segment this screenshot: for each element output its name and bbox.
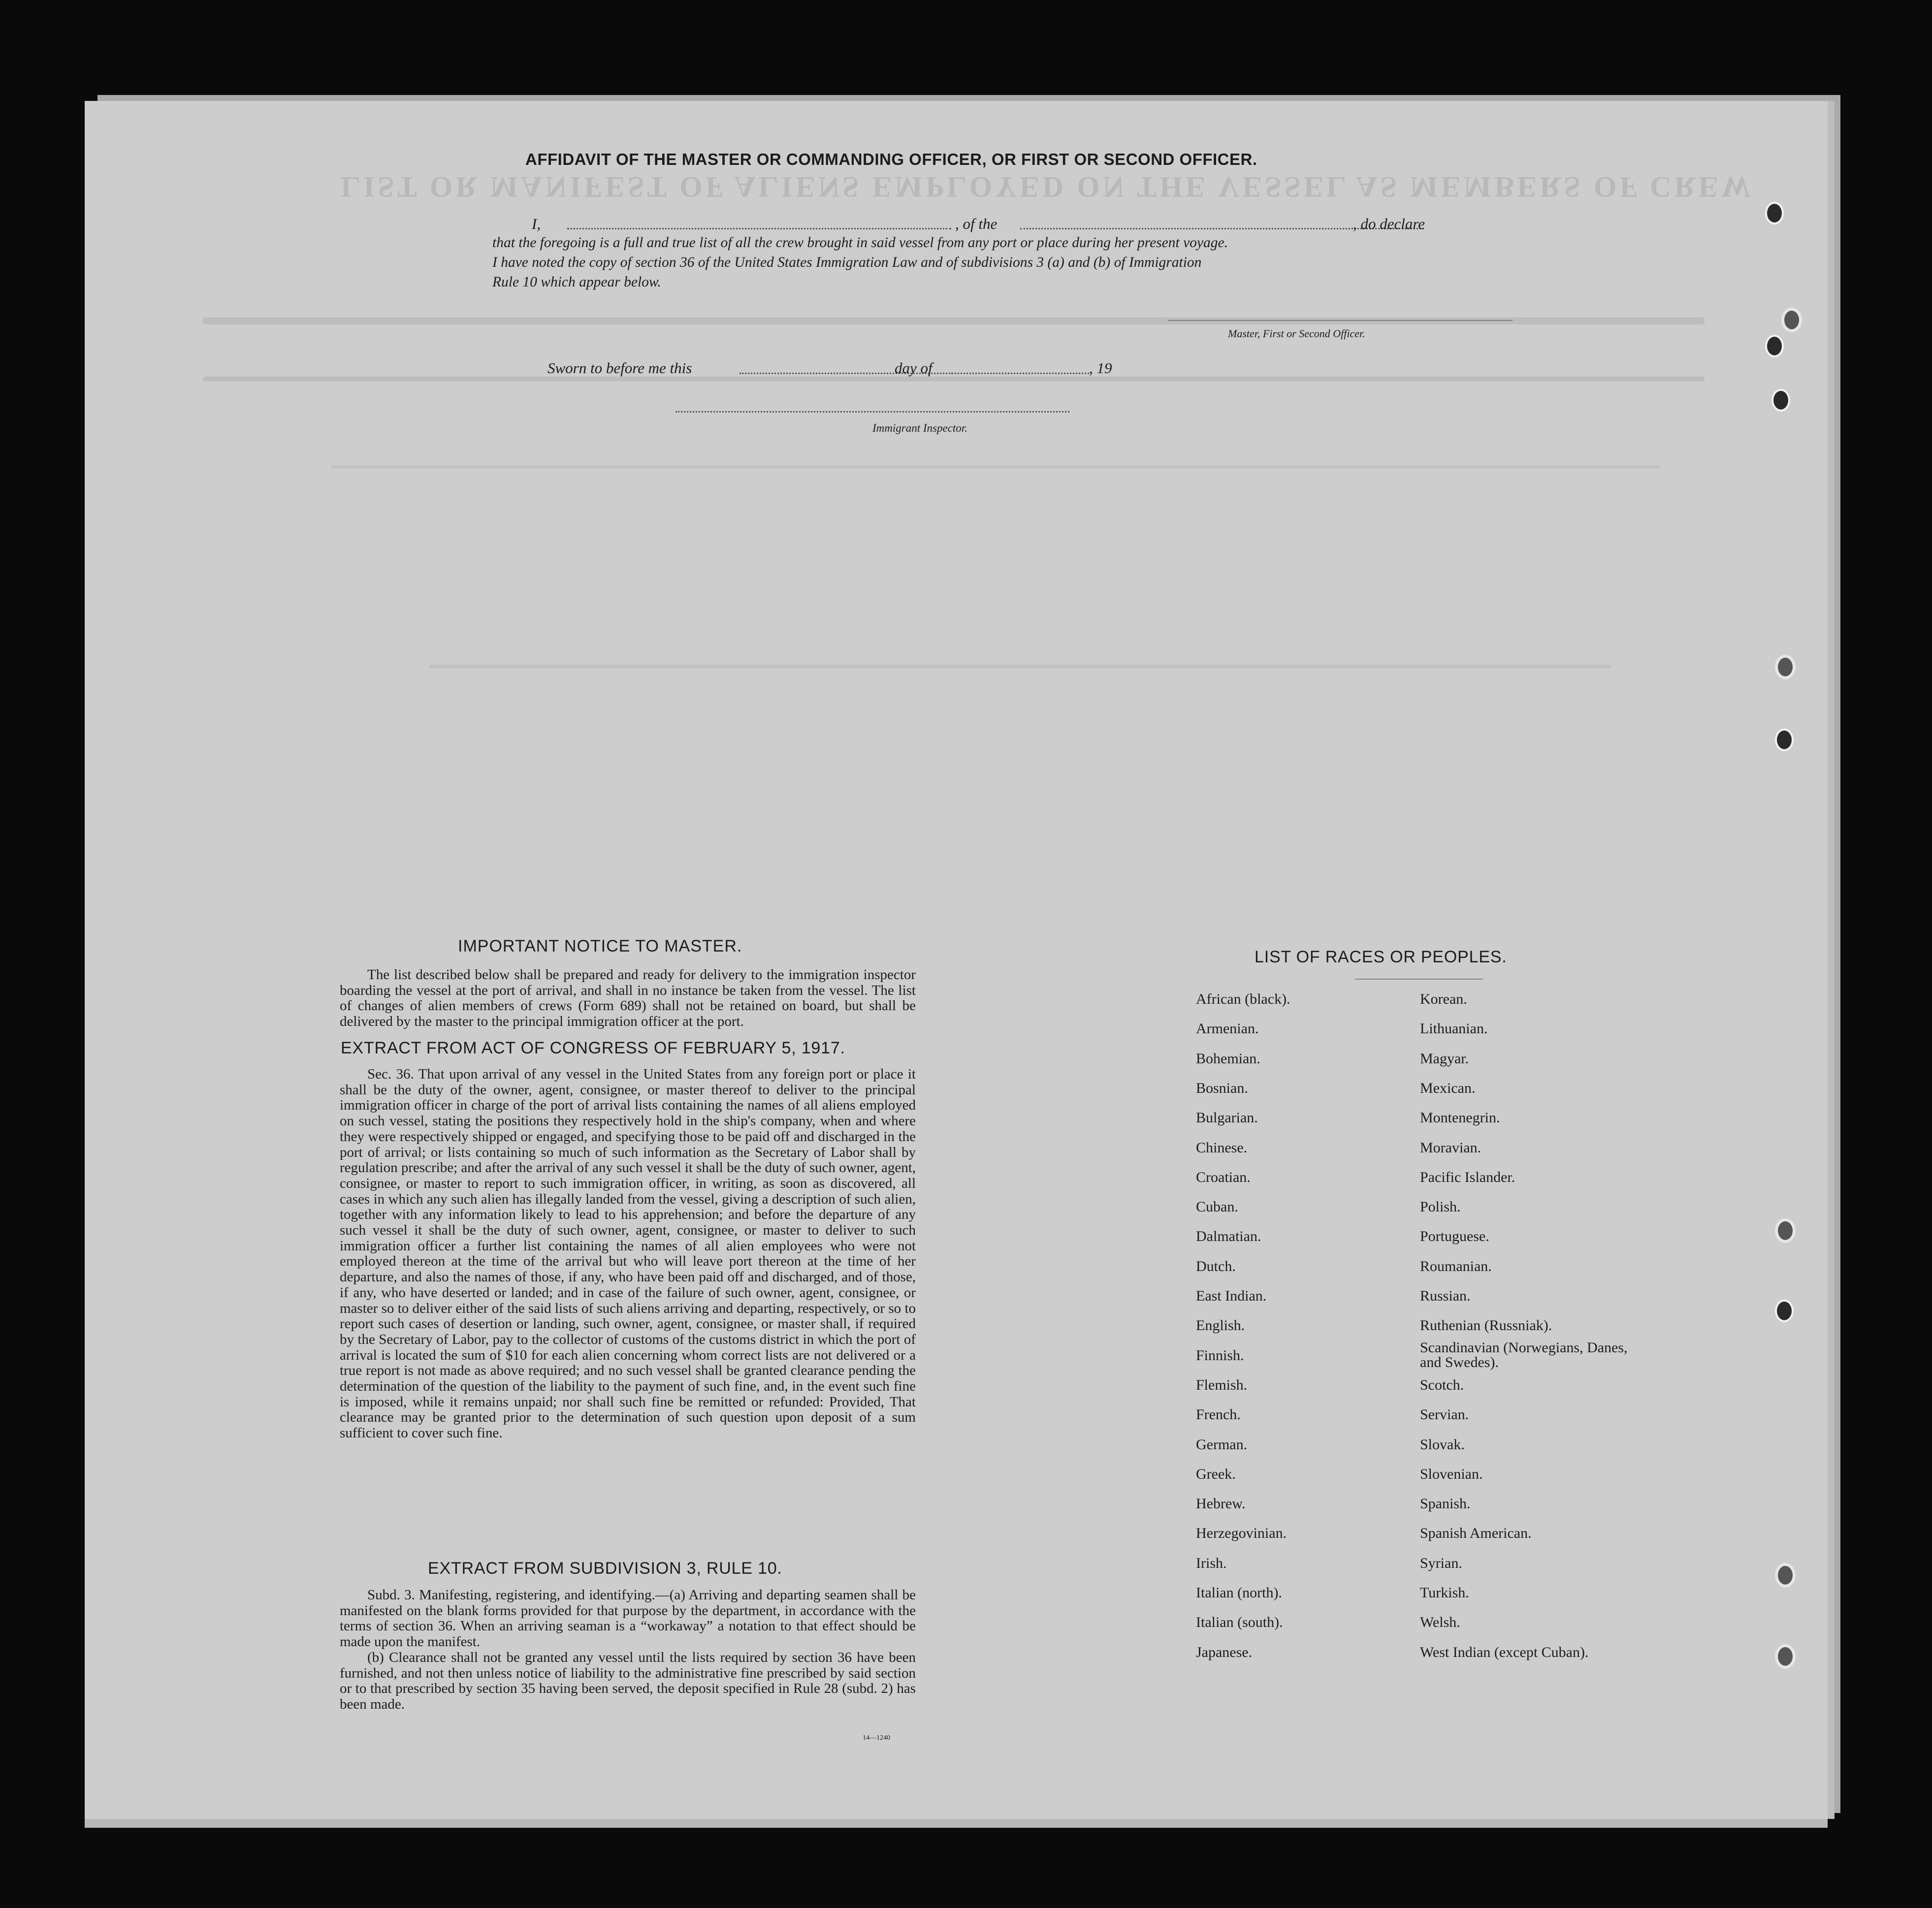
race-item: Welsh. — [1420, 1614, 1460, 1631]
races-title-rule — [1355, 979, 1483, 980]
race-item: Scotch. — [1420, 1376, 1464, 1393]
race-item: East Indian. — [1196, 1288, 1267, 1304]
document-sheet — [85, 101, 1828, 1819]
race-item: Slovak. — [1420, 1436, 1465, 1453]
sworn-day-blank[interactable] — [740, 373, 971, 374]
race-item: Italian (south). — [1196, 1614, 1283, 1631]
master-signature-line[interactable] — [1168, 320, 1513, 321]
race-item: Italian (north). — [1196, 1585, 1282, 1601]
notice-body: The list described below shall be prepared and ready for delivery to the immigration inspector boarding the vessel at the port of arrival, and shall in no instance be taken from the vessel. The list of changes of alien members of crews (Form 689) shall not be retained on board, but shall be delivered by the master to the principal immigration officer at the port. — [340, 967, 916, 1030]
race-item: Bulgarian. — [1196, 1110, 1258, 1126]
race-item: Korean. — [1420, 991, 1467, 1007]
affidavit-of-the: , of the — [955, 215, 998, 232]
master-signature-caption: Master, First or Second Officer. — [1228, 327, 1365, 340]
binder-hole-8 — [1775, 1300, 1794, 1322]
rule-body-b: (b) Clearance shall not be granted any vessel until the lists required by section 36 have been furnished, and not then unless notice of liability to the administrative fine prescribed by said section or to that prescribed by section 35 having been served, the deposit specified in Rule 28 (subd. 2) has been made. — [340, 1650, 916, 1713]
race-item: Pacific Islander. — [1420, 1169, 1515, 1185]
race-item: Montenegrin. — [1420, 1110, 1500, 1126]
notice-title: IMPORTANT NOTICE TO MASTER. — [458, 937, 742, 955]
rule-body-a: Subd. 3. Manifesting, registering, and identifying.—(a) Arriving and departing seamen shall be manifested on the blank forms provided for that purpose by the department, in accordance with the terms of section 36. When an arriving seaman is a “workaway” a notation to that effect should be made upon the manifest. — [340, 1587, 916, 1650]
race-item: Lithuanian. — [1420, 1020, 1488, 1037]
race-item: Spanish American. — [1420, 1525, 1532, 1542]
binder-hole-10 — [1775, 1644, 1796, 1669]
race-item: Turkish. — [1420, 1585, 1469, 1601]
race-item: Bohemian. — [1196, 1050, 1260, 1067]
race-item: Polish. — [1420, 1199, 1461, 1215]
affidavit-line-4: Rule 10 which appear below. — [492, 274, 661, 290]
race-item: Magyar. — [1420, 1050, 1469, 1067]
race-item: Spanish. — [1420, 1495, 1471, 1512]
race-item: Hebrew. — [1196, 1495, 1246, 1512]
name-blank-line[interactable] — [567, 228, 951, 229]
races-title: LIST OF RACES OR PEOPLES. — [1255, 948, 1507, 966]
race-item: Slovenian. — [1420, 1465, 1483, 1482]
race-item: Scandinavian (Norwegians, Danes, and Swedes). — [1420, 1339, 1628, 1370]
race-item: Roumanian. — [1420, 1258, 1492, 1274]
race-item: Japanese. — [1196, 1644, 1253, 1660]
race-item: Dalmatian. — [1196, 1228, 1261, 1245]
race-item: Syrian. — [1420, 1555, 1462, 1571]
rule-title: EXTRACT FROM SUBDIVISION 3, RULE 10. — [428, 1559, 782, 1578]
binder-hole-4 — [1771, 389, 1790, 412]
sworn-month-blank[interactable] — [951, 373, 1089, 374]
affidavit-i-label: I, — [532, 215, 541, 232]
race-item: Irish. — [1196, 1555, 1227, 1571]
show-through-title: LIST OR MANIFEST OF ALIENS EMPLOYED ON THE VESSEL AS MEMBERS OF CREW — [341, 171, 1754, 203]
affidavit-title: AFFIDAVIT OF THE MASTER OR COMMANDING OFFICER, OR FIRST OR SECOND OFFICER. — [525, 150, 1257, 168]
race-item: Dutch. — [1196, 1258, 1236, 1274]
binder-hole-7 — [1775, 1218, 1796, 1243]
race-item: Mexican. — [1420, 1080, 1476, 1096]
inspector-signature-line[interactable] — [676, 411, 1069, 413]
race-item: French. — [1196, 1406, 1241, 1423]
race-item: German. — [1196, 1436, 1248, 1453]
race-item: Armenian. — [1196, 1020, 1259, 1037]
affidavit-line-2: that the foregoing is a full and true list of all the crew brought in said vessel from any port or place during her present voyage. — [492, 235, 1228, 251]
race-item: Russian. — [1420, 1288, 1471, 1304]
day-of-label: day of — [895, 359, 933, 377]
race-item: Greek. — [1196, 1465, 1236, 1482]
race-item: Ruthenian (Russniak). — [1420, 1317, 1552, 1334]
act-body: Sec. 36. That upon arrival of any vessel in the United States from any foreign port or place it shall be the duty of the owner, agent, consignee, or master thereof to deliver to the principal immigration officer in charge of the port of arrival lists containing the names of all aliens employed on such vessel, stating the positions they respectively hold in the ship's company, when and where they were respectively shipped or engaged, and specifying those to be paid off and discharged in the port of arrival; or lists containing so much of such information as the Secretary of Labor shall by regulation prescribe; and after the arrival of any such vessel it shall be the duty of such owner, agent, consignee, or master to report to such immigration officer, in writing, as soon as discovered, all cases in which any such alien has illegally landed from the vessel, giving a description of such alien, together with any information likely to lead to his apprehension; and before the departure of any such vessel it shall be the duty of such owner, agent, consignee, or master to deliver to such immigration officer a further list containing the names of all alien employees who were not employed thereon at the time of the arrival but who will leave port thereon at the time of her departure, and also the names of those, if any, who have been paid off and discharged, and of those, if any, who have deserted or landed; and in case of the failure of such owner, agent, consignee, or master so to deliver either of the said lists of such aliens arriving and departing, respectively, or so to report such cases of desertion or landing, such owner, agent, consignee, or master shall, if required by the Secretary of Labor, pay to the collector of customs of the customs district in which the port of arrival is located the sum of $10 for each alien concerning whom correct lists are not delivered or a true report is not made as above required; and no such vessel shall be granted clearance pending the determination of the question of the liability to the payment of such fine, and, in the event such fine is imposed, while it remains unpaid; nor shall such fine be remitted or refunded: Provided, That clearance may be granted prior to the determination of such question upon deposit of a sum sufficient to cover such fine. — [340, 1066, 916, 1441]
race-item: Bosnian. — [1196, 1080, 1248, 1096]
binder-hole-9 — [1775, 1563, 1796, 1588]
race-item: Herzegovinian. — [1196, 1525, 1287, 1542]
form-number: 14—1240 — [863, 1734, 890, 1742]
binder-hole-6 — [1775, 729, 1794, 751]
race-item: Chinese. — [1196, 1139, 1248, 1156]
race-item: West Indian (except Cuban). — [1420, 1644, 1589, 1660]
race-item: Moravian. — [1420, 1139, 1481, 1156]
act-title: EXTRACT FROM ACT OF CONGRESS OF FEBRUARY 5, 1917. — [341, 1039, 845, 1057]
inspector-caption: Immigrant Inspector. — [872, 422, 967, 434]
year-label: , 19 — [1089, 359, 1112, 377]
race-item: Croatian. — [1196, 1169, 1251, 1185]
race-item: Cuban. — [1196, 1199, 1238, 1215]
race-item: Finnish. — [1196, 1347, 1244, 1364]
binder-hole-5 — [1775, 655, 1796, 679]
binder-hole-1 — [1765, 202, 1784, 224]
race-item: Flemish. — [1196, 1376, 1248, 1393]
binder-hole-2 — [1781, 308, 1802, 332]
race-item: Servian. — [1420, 1406, 1469, 1423]
sworn-label: Sworn to before me this — [547, 359, 692, 377]
race-item: English. — [1196, 1317, 1245, 1334]
race-item: Portuguese. — [1420, 1228, 1489, 1245]
affidavit-do-declare: , do declare — [1353, 215, 1425, 232]
binder-hole-3 — [1765, 335, 1784, 357]
affidavit-line-3: I have noted the copy of section 36 of the United States Immigration Law and of subdivisions 3 (a) and (b) of Immigration — [492, 254, 1202, 270]
race-item: African (black). — [1196, 991, 1290, 1007]
